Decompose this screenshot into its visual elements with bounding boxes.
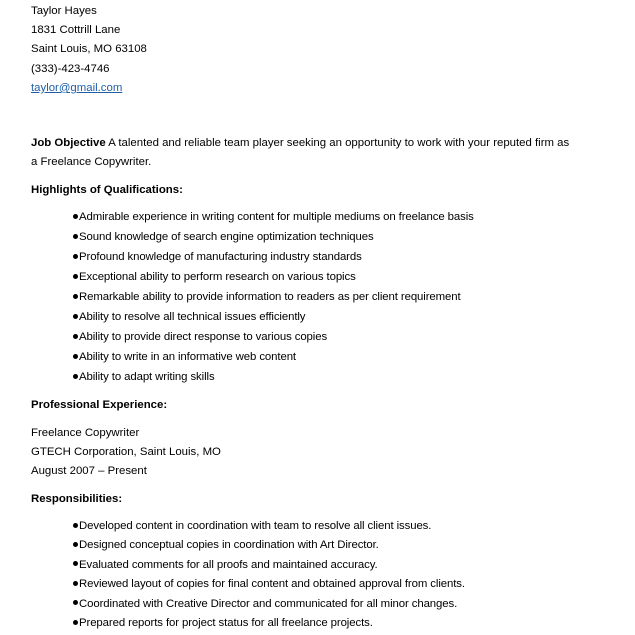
highlights-heading: Highlights of Qualifications: (31, 184, 183, 196)
objective-line-1 (31, 136, 569, 150)
contact-phone: (333)-423-4746 (31, 63, 110, 75)
responsibilities-heading: Responsibilities: (31, 493, 123, 505)
bullet-icon (73, 561, 78, 566)
list-item (73, 270, 356, 284)
bullet-icon (73, 581, 78, 586)
bullet-icon (73, 334, 78, 339)
objective-text-2: a Freelance Copywriter. (31, 156, 152, 168)
objective-label: Job Objective (31, 137, 106, 149)
list-item-text: Coordinated with Creative Director and communicated for all minor changes. (79, 597, 458, 610)
list-item-text: Evaluated comments for all proofs and maintained accuracy. (79, 558, 378, 571)
list-item (73, 597, 457, 611)
list-item (73, 310, 305, 324)
list-item (73, 519, 431, 533)
bullet-icon (73, 600, 78, 605)
list-item-text: Designed conceptual copies in coordination with Art Director. (79, 539, 379, 552)
bullet-icon (73, 314, 78, 319)
list-item (73, 230, 374, 244)
list-item-text: Ability to write in an informative web content (79, 351, 296, 363)
experience-title: Freelance Copywriter (31, 427, 140, 439)
bullet-icon (73, 294, 78, 299)
list-item (73, 350, 296, 364)
list-item (73, 577, 465, 591)
bullet-icon (73, 234, 78, 239)
list-item-text: Ability to resolve all technical issues efficiently (79, 311, 306, 323)
list-item (73, 330, 327, 344)
bullet-icon (73, 274, 78, 279)
list-item (73, 370, 215, 384)
bullet-icon (73, 374, 78, 379)
bullet-icon (73, 523, 78, 528)
list-item-text: Remarkable ability to provide information to readers as per client requirement (79, 291, 461, 303)
contact-email-link[interactable]: taylor@gmail.com (31, 82, 123, 94)
list-item-text: Developed content in coordination with team to resolve all client issues. (79, 520, 432, 532)
list-item-text: Ability to adapt writing skills (79, 371, 215, 383)
experience-heading: Professional Experience: (31, 399, 168, 411)
list-item-text: Profound knowledge of manufacturing industry standards (79, 251, 362, 263)
list-item-text: Sound knowledge of search engine optimization techniques (79, 231, 374, 243)
list-item (73, 558, 378, 572)
experience-dates: August 2007 – Present (31, 465, 147, 477)
list-item-text: Admirable experience in writing content for multiple mediums on freelance basis (79, 211, 474, 223)
list-item-text: Ability to provide direct response to various copies (79, 331, 328, 343)
experience-company: GTECH Corporation, Saint Louis, MO (31, 446, 221, 458)
contact-city: Saint Louis, MO 63108 (31, 43, 147, 55)
bullet-icon (73, 214, 78, 219)
list-item (73, 616, 373, 630)
objective-text-1: A talented and reliable team player seeking an opportunity to work with your reputed firm as (105, 137, 570, 149)
list-item-text: Prepared reports for project status for all freelance projects. (79, 617, 373, 629)
list-item (73, 538, 379, 552)
contact-street: 1831 Cottrill Lane (31, 24, 121, 36)
list-item-text: Reviewed layout of copies for final content and obtained approval from clients. (79, 578, 465, 591)
list-item (73, 210, 474, 224)
list-item (73, 290, 461, 304)
bullet-icon (73, 620, 78, 625)
list-item-text: Exceptional ability to perform research on various topics (79, 271, 356, 283)
bullet-icon (73, 354, 78, 359)
bullet-icon (73, 254, 78, 259)
bullet-icon (73, 542, 78, 547)
list-item (73, 250, 362, 264)
contact-name: Taylor Hayes (31, 5, 97, 17)
